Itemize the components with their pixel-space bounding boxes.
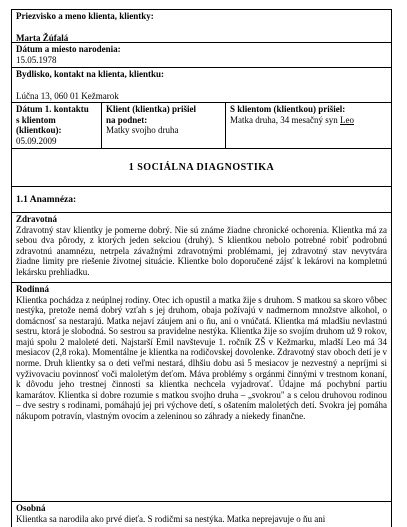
came-with-label: S klientom (klientkou) prišiel: [230, 104, 346, 114]
first-contact-label-3: (klientkou): [16, 125, 62, 135]
document-page [11, 9, 392, 527]
birth-row [12, 43, 391, 68]
came-on-value: Matky svojho druha [106, 125, 179, 135]
section-title: 1 SOCIÁLNA DIAGNOSTIKA [12, 149, 391, 187]
section-subtitle: 1.1 Anamnéza: [12, 187, 391, 213]
block-health [12, 213, 391, 283]
came-on-label-1: Klient (klientka) prišiel [106, 104, 196, 114]
block-personal [12, 502, 391, 527]
birth-value: 15.05.1978 [16, 54, 57, 65]
first-contact-cell [12, 103, 102, 148]
block-heading: Zdravotná [16, 214, 58, 224]
came-with-value-prefix: Matka druha, 34 mesačný syn [230, 114, 340, 125]
client-name-row [12, 10, 391, 43]
block-heading: Rodinná [16, 284, 50, 294]
came-with-cell [226, 103, 391, 148]
client-name-value: Marta Žúfalá [16, 32, 69, 43]
address-row [12, 68, 391, 103]
first-contact-label-2: s klientom [16, 114, 56, 125]
block-text: Klientka sa narodila ako prvé dieťa. S rodičmi sa nestýka. Matka neprejavuje o ňu ani [16, 513, 326, 524]
came-on-label-2: na podnet: [106, 114, 148, 125]
address-value: Lúčna 13, 060 01 Kežmarok [16, 90, 119, 101]
block-heading: Osobná [16, 503, 46, 513]
block-text: Zdravotný stav klientky je pomerne dobrý. Nie sú známe žiadne chronické ochorenia. Klientka má za sebou dva pôrody, z ktorých jeden sekciou (druhý). S klientkou nebolo potrebné robiť podrobnú zdravotnú anamnézu, netrpela závažnými zdravotnými problémami, jej zdravotný stav nevytvára žiadne limity pre riešenie životnej situácie. Klientke bolo doporučené zájsť k lekárovi na kompletnú lekársku prehliadku. [16, 224, 387, 277]
first-contact-label-1: Dátum 1. kontaktu [16, 104, 89, 114]
first-contact-date: 05.09.2009 [16, 135, 57, 146]
block-family [12, 283, 391, 502]
address-label: Bydlisko, kontakt na klienta, klientku: [16, 69, 165, 79]
came-with-value-name: Leo [339, 114, 354, 125]
client-name-label: Priezvisko a meno klienta, klientky: [16, 11, 154, 21]
block-text: Klientka pochádza z neúplnej rodiny. Otec ich opustil a matka žije s druhom. S matkou sa skoro vôbec nestýka, pretože nemá dobrý vzťah s jej druhom, obaja požívajú v nadmernom množstve alkohol, o domácnosť sa nestarajú. Matka nejaví záujem ani o ňu, ani o vnúčatá. Klientka má mladšiu nevlastnú sestru, ktorá je slobodná. So sestrou sa pravidelne nestýka. Klientka žije so svojím druhom už 9 rokov, majú spolu 2 maloleté deti. Najstarší Emil navštevuje 1. ročník ZŠ v Kežmarku, mladší Leo má 34 mesiacov (2,8 roka). Momentálne je klientka na rodičovskej dovolenke. Zdravotný stav oboch detí je v norme. Druh klientky sa o deti veľmi nestará, dlhšiu dobu asi 5 mesiacov je nezvestný a nepríjmi si vyživovaciu povinnosť voči maloletým deťom. Máva problémy s orgánmi činnými v trestnom konaní, k dôvodu jeho trestnej činnosti sa klientka nechcela vyjadrovať. Údajne má pochybní partiu kamarátov. Klientka si dobre rozumie s matkou svojho druha – „svokrou" a s celou druhovou rodinou – dve sestry s rodinami, pomáhajú jej pri výchove detí, s ošatením maloletých detí. Svokra jej pomáha nákupom potravín, vlastným ovocím a zeleninou so záhrady a niekedy finančne. [16, 294, 387, 422]
came-on-cell [102, 103, 226, 148]
birth-label: Dátum a miesto narodenia: [16, 44, 121, 54]
came-with-value [230, 115, 387, 126]
contact-table [12, 103, 391, 149]
